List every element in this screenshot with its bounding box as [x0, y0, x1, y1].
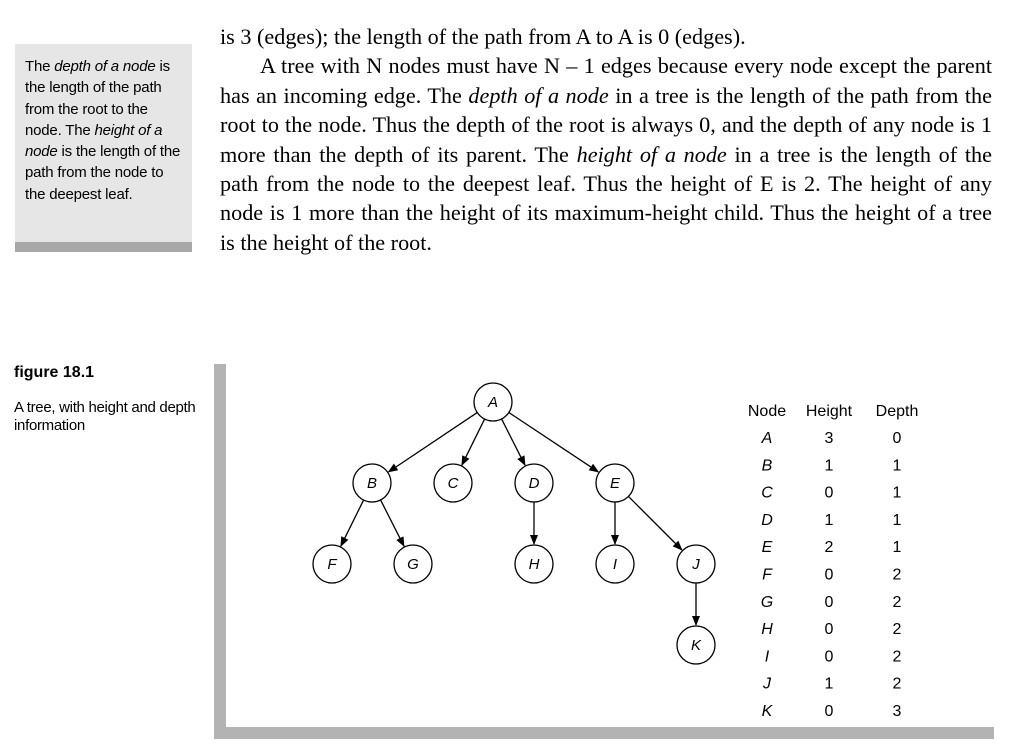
tree-edge-a-b — [389, 413, 478, 472]
figure-caption: A tree, with height and depth information — [14, 399, 196, 434]
table-cell: 2 — [892, 675, 902, 693]
tree-edge-b-f — [341, 500, 364, 546]
table-cell: H — [761, 621, 773, 639]
table-cell: 1 — [824, 457, 834, 475]
table-cell: 1 — [824, 511, 834, 529]
figure-label: figure 18.1 — [14, 364, 95, 381]
body-para_parts-part: height of a node — [576, 141, 727, 167]
table-cell: 2 — [892, 593, 902, 611]
table-cell: C — [761, 484, 773, 502]
sidebar-parts-part: height of a node — [25, 121, 163, 161]
table-cell: E — [761, 539, 773, 557]
tree-edge-e-j — [628, 496, 681, 549]
table-cell: 1 — [892, 539, 902, 557]
tree-edge-b-g — [381, 500, 404, 546]
body-para_parts-part: in a tree is the length of the path from the node to the deepest leaf. Thus the height of E is 2. The height of any node is 1 more than the height of its maximum-height child. Thus the height of a tree is the height of the root. — [220, 141, 992, 255]
table-cell: I — [764, 648, 770, 666]
table-cell: 1 — [892, 484, 902, 502]
table-cell: 0 — [824, 484, 834, 502]
tree-node-label: C — [447, 475, 459, 492]
tree-node-label: H — [528, 556, 540, 573]
table-cell: K — [761, 703, 773, 720]
table-cell: D — [761, 511, 773, 529]
tree-edge-a-e — [509, 413, 599, 472]
table-cell: 3 — [892, 703, 902, 720]
tree-node-label: K — [690, 637, 702, 654]
table-cell: 0 — [892, 430, 902, 447]
table-cell: J — [763, 675, 771, 693]
tree-node-label: B — [366, 475, 378, 492]
body-line-1: is 3 (edges); the length of the path from A to A is 0 (edges). — [220, 24, 746, 49]
table-cell: 0 — [824, 648, 834, 666]
body-para_parts-part: depth of a node — [468, 82, 609, 108]
body-para_parts-part: in a tree is the length of the path from the root to the node. Thus the depth of the root is always 0, and the depth of any node is 1 more than the depth of its parent. The — [220, 82, 992, 167]
tree-edge-a-c — [462, 419, 485, 465]
table-cell: G — [760, 593, 774, 611]
table-cell: F — [762, 566, 772, 584]
body-para_parts-part: A tree with N nodes must have N – 1 edges because every node except the parent has an incoming edge. The — [220, 53, 992, 108]
table-cell: 1 — [892, 511, 902, 529]
tree-node-label: I — [612, 556, 618, 573]
table-cell: 0 — [824, 621, 834, 639]
table-header: Height — [805, 403, 853, 420]
table-header: Depth — [875, 403, 919, 420]
table-cell: 3 — [824, 430, 834, 447]
table-cell: 2 — [892, 648, 902, 666]
tree-edge-a-d — [502, 419, 525, 465]
sidebar-parts-part: is the length of the path from the node to the deepest leaf. — [25, 143, 181, 203]
tree-node-label: F — [327, 556, 337, 573]
sidebar-parts-part: depth of a node — [54, 58, 156, 75]
table-cell: 0 — [824, 593, 834, 611]
table-cell: 1 — [892, 457, 902, 475]
table-cell: 1 — [824, 675, 834, 693]
table-cell: 0 — [824, 566, 834, 584]
table-cell: 0 — [824, 703, 834, 720]
sidebar-parts-part: The — [25, 58, 55, 75]
tree-node-label: A — [487, 394, 499, 411]
sidebar-parts-part: is the length of the path from the root to the node. The — [25, 58, 170, 139]
tree-node-label: G — [407, 556, 419, 573]
table-header: Node — [747, 403, 787, 420]
table-cell: A — [761, 430, 773, 447]
table-cell: B — [761, 457, 773, 475]
table-cell: 2 — [824, 539, 834, 557]
table-cell: 2 — [892, 566, 902, 584]
table-cell: 2 — [892, 621, 902, 639]
tree-node-label: J — [692, 556, 700, 573]
tree-node-label: D — [528, 475, 540, 492]
tree-node-label: E — [609, 475, 621, 492]
